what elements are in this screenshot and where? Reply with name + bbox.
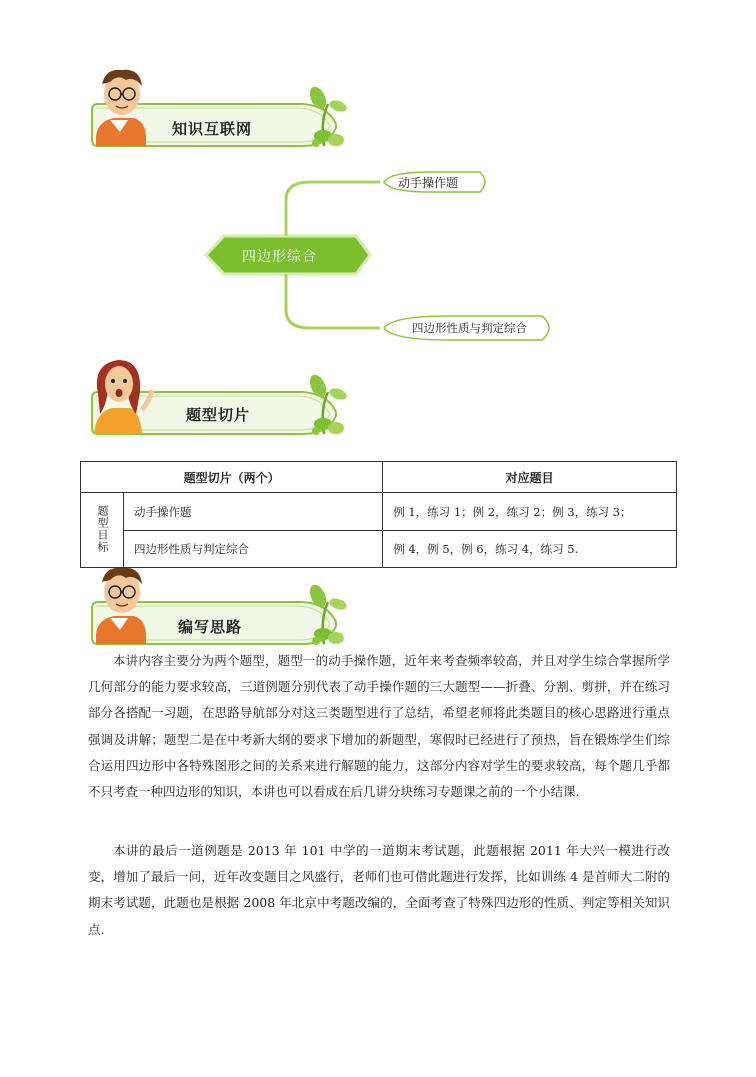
table-header: 题型切片（两个） xyxy=(81,462,383,493)
body-paragraph: 本讲的最后一道例题是 2013 年 101 中学的一道期末考试题，此题根据 2011 年大兴一模进行改变，增加了最后一问，近年改变题目之风盛行，老师们也可借此题进行发挥，比如训练 4 是首师大二附的期末考试题，此题也是根据 2008 年北京中考题改编的，全面考查了特殊四边形的性质、判定等相关知识点. xyxy=(88,843,670,937)
table-row xyxy=(81,493,677,531)
mind-map-center: 四边形综合 xyxy=(242,249,317,265)
banner-graphic xyxy=(88,566,358,656)
section-title: 题型切片 xyxy=(186,406,251,424)
table-row xyxy=(81,531,677,568)
section-banner-ideas xyxy=(88,566,358,656)
mind-map-branch: 动手操作题 xyxy=(398,176,459,190)
mind-map-branch: 四边形性质与判定综合 xyxy=(412,321,527,335)
side-label-cell xyxy=(81,493,124,568)
items-cell: 例 1，练习 1；例 2，练习 2；例 3，练习 3； xyxy=(383,493,677,531)
section-title: 编写思路 xyxy=(178,618,243,636)
section-banner-types xyxy=(88,354,358,454)
type-cell: 动手操作题 xyxy=(124,493,383,531)
side-label: 题型目标 xyxy=(96,504,109,553)
type-cell: 四边形性质与判定综合 xyxy=(124,531,383,568)
section-banner-knowledge xyxy=(88,66,358,166)
body-paragraph: 本讲内容主要分为两个题型，题型一的动手操作题，近年来考查频率较高，并且对学生综合掌握所学几何部分的能力要求较高，三道例题分别代表了动手操作题的三大题型——折叠、分割、剪拼，并在练习部分各搭配一习题，在思路导航部分对这三类题型进行了总结，希望老师将此类题目的核心思路进行重点强调及讲解；题型二是在中考新大纲的要求下增加的新题型，寒假时已经进行了预热，旨在锻炼学生们综合运用四边形中各特殊图形之间的关系来进行解题的能力，这部分内容对学生的要求较高，每个题几乎都不只考查一种四边形的知识，本讲也可以看成在后几讲分块练习专题课之前的一个小结课. xyxy=(88,653,670,800)
topic-table xyxy=(80,461,677,568)
table-header-row xyxy=(81,462,677,493)
table-header: 对应题目 xyxy=(383,462,677,493)
items-cell: 例 4，例 5，例 6，练习 4，练习 5. xyxy=(383,531,677,568)
banner-graphic xyxy=(88,66,358,166)
section-title: 知识互联网 xyxy=(172,120,253,138)
mind-map xyxy=(190,160,570,350)
